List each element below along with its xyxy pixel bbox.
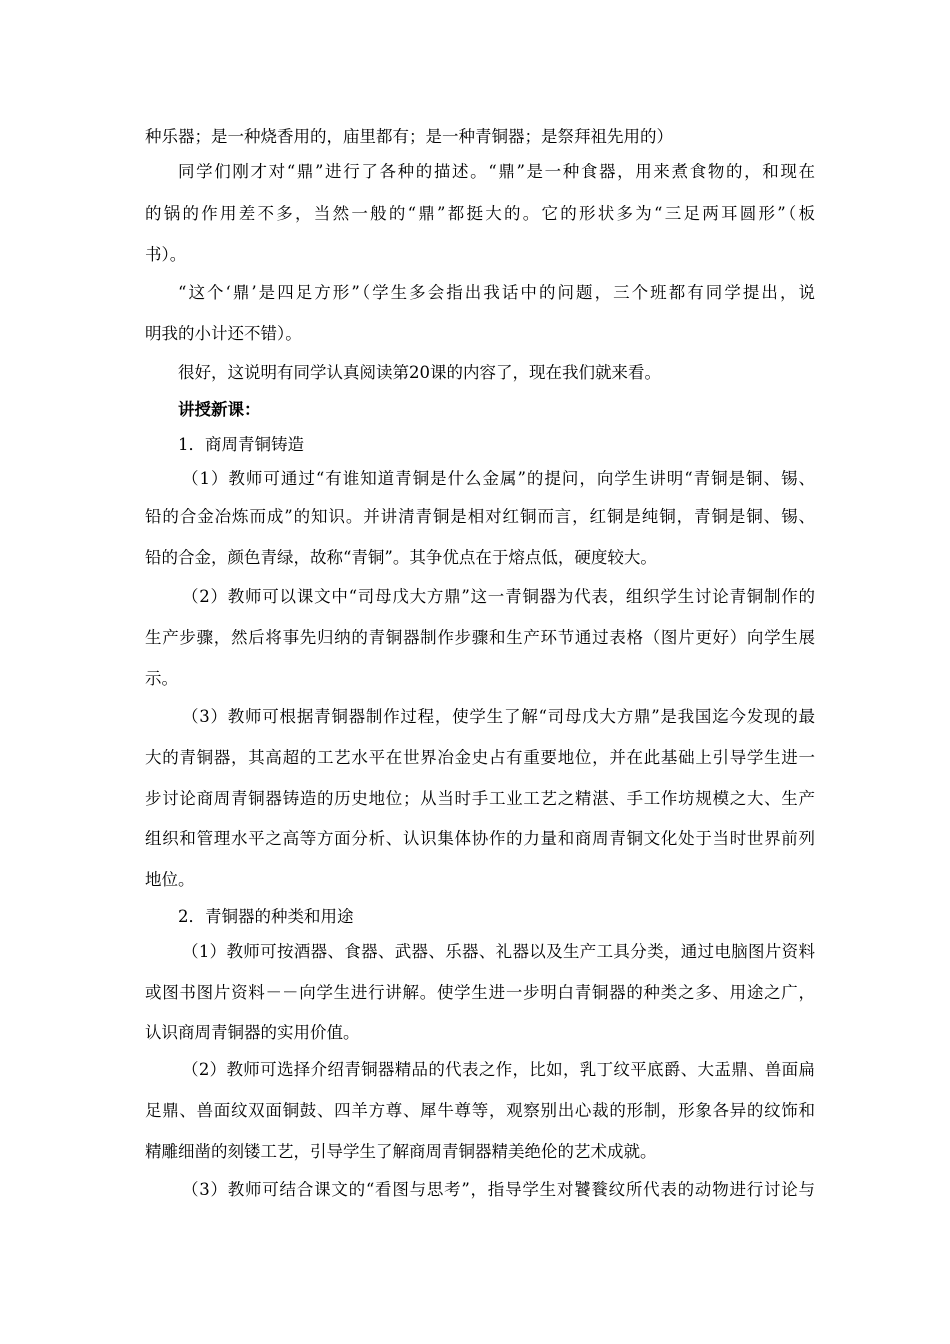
- paragraph-line: 同学们刚才对“鼎”进行了各种的描述。“鼎”是一种食器，用来煮食物的，和现在: [178, 162, 815, 181]
- subsection-heading: 2．青铜器的种类和用途: [178, 907, 354, 926]
- paragraph-line: 步讨论商周青铜器铸造的历史地位；从当时手工业工艺之精湛、手工作坊规模之大、生产: [145, 789, 815, 808]
- paragraph-line: 组织和管理水平之高等方面分析、认识集体协作的力量和商周青铜文化处于当时世界前列: [145, 829, 815, 848]
- text-line: 精雕细凿的刻镂工艺，引导学生了解商周青铜器精美绝伦的艺术成就。: [145, 1142, 657, 1161]
- paragraph-line: “这个‘鼎’是四足方形”（学生多会指出我话中的问题，三个班都有同学提出，说: [178, 283, 815, 302]
- text-line: 示。: [145, 669, 178, 688]
- paragraph-line: （3）教师可结合课文的“看图与思考”，指导学生对饕餮纹所代表的动物进行讨论与: [182, 1180, 815, 1199]
- paragraph-line: （2）教师可选择介绍青铜器精品的代表之作，比如，乳丁纹平底爵、大盂鼎、兽面扁: [182, 1060, 815, 1079]
- section-heading: 讲授新课：: [178, 400, 261, 419]
- paragraph-line: （3）教师可根据青铜器制作过程，使学生了解“司母戊大方鼎”是我国迄今发现的最: [182, 707, 815, 726]
- text-line: 认识商周青铜器的实用价值。: [145, 1023, 360, 1042]
- text-line: 书）。: [145, 245, 187, 264]
- subsection-heading: 1．商周青铜铸造: [178, 435, 304, 454]
- text-line: 明我的小计还不错）。: [145, 324, 302, 343]
- paragraph-line: 铅的合金冶炼而成”的知识。并讲清青铜是相对红铜而言，红铜是纯铜，青铜是铜、锡、: [145, 507, 815, 526]
- text-line: 铅的合金，颜色青绿，故称“青铜”。其争优点在于熔点低，硬度较大。: [145, 548, 657, 567]
- paragraph-line: 大的青铜器，其高超的工艺水平在世界冶金史占有重要地位，并在此基础上引导学生进一: [145, 748, 815, 767]
- paragraph-line: 生产步骤，然后将事先归纳的青铜器制作步骤和生产环节通过表格（图片更好）向学生展: [145, 628, 815, 647]
- paragraph-line: （2）教师可以课文中“司母戊大方鼎”这一青铜器为代表，组织学生讨论青铜制作的: [182, 587, 815, 606]
- text-line: 种乐器；是一种烧香用的，庙里都有；是一种青铜器；是祭拜祖先用的）: [145, 127, 673, 146]
- text-line: 地位。: [145, 870, 195, 889]
- paragraph-line: （1）教师可通过“有谁知道青铜是什么金属”的提问，向学生讲明“青铜是铜、锡、: [182, 469, 815, 488]
- paragraph-line: 足鼎、兽面纹双面铜鼓、四羊方尊、犀牛尊等，观察别出心裁的形制，形象各异的纹饰和: [145, 1101, 815, 1120]
- paragraph-line: 或图书图片资料－－向学生进行讲解。使学生进一步明白青铜器的种类之多、用途之广，: [145, 983, 815, 1002]
- text-line: 很好，这说明有同学认真阅读第20课的内容了，现在我们就来看。: [178, 363, 661, 382]
- paragraph-line: （1）教师可按酒器、食器、武器、乐器、礼器以及生产工具分类，通过电脑图片资料: [182, 942, 815, 961]
- paragraph-line: 的锅的作用差不多，当然一般的“鼎”都挺大的。它的形状多为“三足两耳圆形”（板: [145, 204, 815, 223]
